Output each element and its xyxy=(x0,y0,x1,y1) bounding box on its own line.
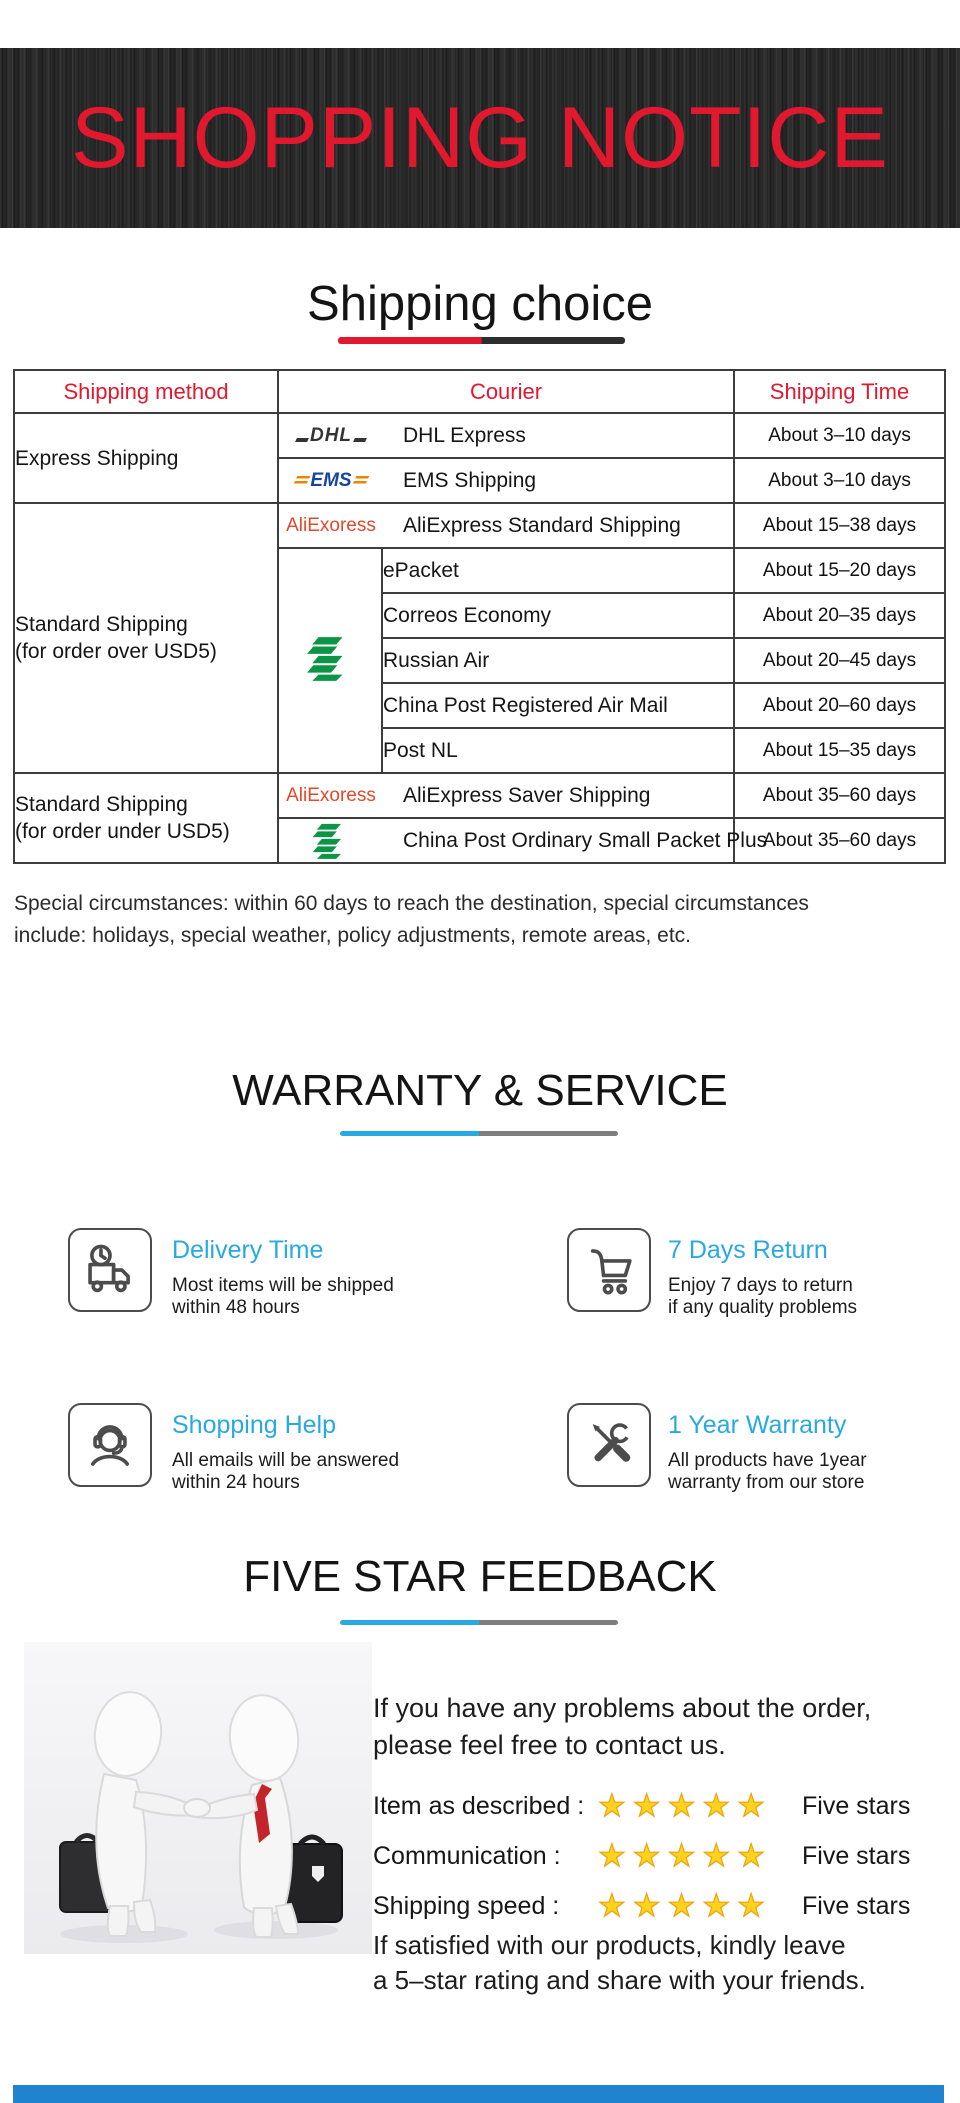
warranty-title-underline xyxy=(340,1131,618,1136)
table-row xyxy=(14,503,945,548)
shipping-table xyxy=(13,369,946,864)
rating-row-item-as-described xyxy=(373,1788,933,1828)
rating-label: Communication : xyxy=(373,1842,561,1870)
service-item-7-days-return: 7 Days Return Enjoy 7 days to return if any quality problems xyxy=(668,1236,960,1319)
china-post-logo-icon xyxy=(279,822,383,859)
service-item-1-year-warranty: 1 Year Warranty All products have 1year warranty from our store xyxy=(668,1411,960,1494)
service-title: Shopping Help xyxy=(172,1411,337,1439)
rating-row-communication xyxy=(373,1838,933,1878)
shipping-title-underline xyxy=(338,337,625,344)
china-post-logo-icon xyxy=(278,548,382,773)
table-row xyxy=(14,773,945,818)
rating-row-shipping-speed xyxy=(373,1888,933,1928)
truck-clock-icon xyxy=(68,1228,152,1312)
aliexpress-logo-icon: AliExoress xyxy=(286,514,376,536)
star-icon: ★ xyxy=(632,1788,668,1824)
feedback-outro: If satisfied with our products, kindly leave a 5–star rating and share with your friends. xyxy=(373,1930,866,1995)
warranty-service-title: WARRANTY & SERVICE xyxy=(232,1066,728,1115)
star-icon: ★ xyxy=(667,1788,703,1824)
aliexpress-logo-icon: AliExoress xyxy=(286,784,376,806)
star-icon: ★ xyxy=(667,1888,703,1924)
ems-logo-icon: EMS xyxy=(293,470,368,492)
shipping-time: About 3–10 days xyxy=(734,413,945,458)
handshake-figures-image xyxy=(24,1642,372,1954)
shipping-time: About 3–10 days xyxy=(734,458,945,503)
courier-name: Russian Air xyxy=(382,638,734,683)
courier-name: AliExpress Standard Shipping xyxy=(403,513,681,537)
dhl-logo-icon: DHL xyxy=(294,425,368,447)
rating-value: Five stars xyxy=(802,1892,911,1920)
star-icon: ★ xyxy=(598,1838,633,1874)
shipping-time: About 35–60 days xyxy=(734,773,945,818)
headset-icon xyxy=(68,1403,152,1487)
star-icon: ★ xyxy=(667,1838,703,1874)
courier-dhl-cell xyxy=(278,413,734,458)
shipping-time: About 20–35 days xyxy=(734,593,945,638)
bottom-blue-bar xyxy=(13,2085,944,2103)
star-icon: ★ xyxy=(737,1888,772,1924)
shopping-notice-banner xyxy=(0,48,960,228)
star-icon: ★ xyxy=(737,1788,772,1824)
header-courier: Courier xyxy=(278,370,734,413)
method-express: Express Shipping xyxy=(14,413,278,503)
feedback-title-underline xyxy=(340,1620,618,1625)
courier-name: AliExpress Saver Shipping xyxy=(403,783,651,807)
rating-value: Five stars xyxy=(802,1842,911,1870)
five-star-rating xyxy=(598,1838,772,1874)
service-title: 1 Year Warranty xyxy=(668,1411,847,1439)
shipping-choice-title: Shipping choice xyxy=(307,277,653,331)
rating-label: Item as described : xyxy=(373,1792,585,1820)
courier-name: ePacket xyxy=(382,548,734,593)
star-icon: ★ xyxy=(702,1888,738,1924)
star-icon: ★ xyxy=(632,1838,668,1874)
courier-name: Correos Economy xyxy=(382,593,734,638)
shipping-time: About 15–20 days xyxy=(734,548,945,593)
table-header-row xyxy=(14,370,945,413)
table-row xyxy=(14,413,945,458)
service-title: Delivery Time xyxy=(172,1236,324,1264)
five-star-rating xyxy=(598,1888,772,1924)
courier-name: Post NL xyxy=(382,728,734,773)
courier-ali-standard-cell xyxy=(278,503,734,548)
star-icon: ★ xyxy=(598,1888,633,1924)
service-item-delivery-time: Delivery Time Most items will be shipped within 48 hours xyxy=(172,1236,472,1319)
star-icon: ★ xyxy=(737,1838,772,1874)
star-icon: ★ xyxy=(598,1788,633,1824)
service-title: 7 Days Return xyxy=(668,1236,828,1264)
courier-name: EMS Shipping xyxy=(403,468,537,492)
tools-icon xyxy=(567,1403,651,1487)
method-standard-over: Standard Shipping (for order over USD5) xyxy=(14,503,278,773)
feedback-intro: If you have any problems about the order, please feel free to contact us. xyxy=(373,1693,872,1760)
method-standard-under: Standard Shipping (for order under USD5) xyxy=(14,773,278,863)
service-item-shopping-help: Shopping Help All emails will be answered within 24 hours xyxy=(172,1411,472,1494)
special-circumstances-note: Special circumstances: within 60 days to reach the destination, special circumstances include: holidays, special weather, policy adjustments, remote areas, etc. xyxy=(14,892,809,947)
courier-name: China Post Ordinary Small Packet Plus xyxy=(403,828,768,852)
star-icon: ★ xyxy=(702,1788,738,1824)
star-icon: ★ xyxy=(702,1838,738,1874)
star-icon: ★ xyxy=(632,1888,668,1924)
courier-ems-cell xyxy=(278,458,734,503)
five-star-feedback-title: FIVE STAR FEEDBACK xyxy=(243,1552,717,1601)
courier-name: China Post Registered Air Mail xyxy=(382,683,734,728)
shipping-time: About 35–60 days xyxy=(734,818,945,863)
shipping-time: About 20–45 days xyxy=(734,638,945,683)
shipping-time: About 15–38 days xyxy=(734,503,945,548)
shipping-time: About 20–60 days xyxy=(734,683,945,728)
header-shipping-time: Shipping Time xyxy=(734,370,945,413)
header-shipping-method: Shipping method xyxy=(14,370,278,413)
shipping-time: About 15–35 days xyxy=(734,728,945,773)
courier-name: DHL Express xyxy=(403,423,526,447)
banner-title: SHOPPING NOTICE xyxy=(71,89,889,186)
courier-cp-ordinary-cell xyxy=(278,818,768,863)
rating-label: Shipping speed : xyxy=(373,1892,560,1920)
five-star-rating xyxy=(598,1788,772,1824)
cart-icon xyxy=(567,1228,651,1312)
rating-value: Five stars xyxy=(802,1792,911,1820)
courier-ali-saver-cell xyxy=(278,773,734,818)
